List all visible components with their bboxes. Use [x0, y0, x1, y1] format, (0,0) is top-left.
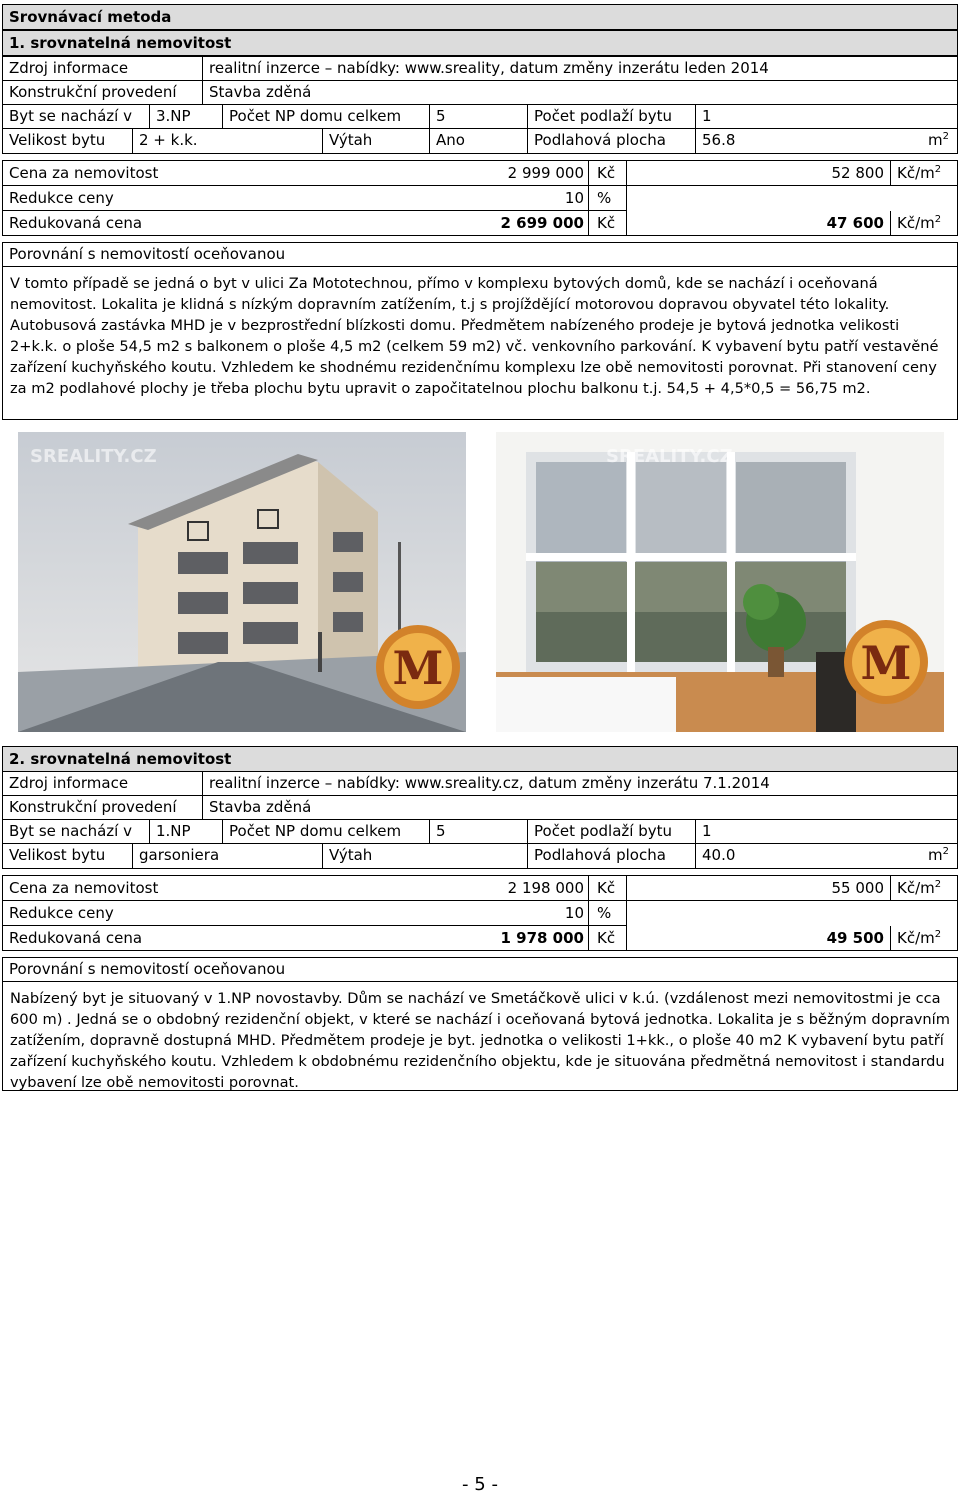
- reduced-value: 1 978 000: [500, 929, 584, 947]
- property-2-floor-row: [2, 819, 958, 844]
- comparison-label: Porovnání s nemovitostí oceňovanou: [9, 960, 286, 978]
- reduced-value: 2 699 000: [500, 214, 584, 232]
- floors-total-label: Počet NP domu celkem: [223, 105, 430, 128]
- property-1-size-row: [2, 128, 958, 154]
- size-label: Velikost bytu: [3, 844, 133, 868]
- area-cell: [696, 129, 957, 153]
- property-1-construction-row: [2, 80, 958, 105]
- construction-label: Konstrukční provedení: [3, 796, 203, 819]
- construction-value: Stavba zděná: [209, 83, 312, 101]
- price-unit: Kč: [589, 876, 627, 901]
- comparison-label: Porovnání s nemovitostí oceňovanou: [9, 245, 286, 263]
- area-unit: $m^2$: [928, 846, 949, 864]
- reduced-unit: Kč: [589, 211, 627, 235]
- building-exterior-photo: [18, 432, 466, 732]
- price-value: 2 999 000: [507, 164, 584, 182]
- floors-total-value: 5: [430, 820, 528, 843]
- reduction-value: 10: [564, 189, 584, 207]
- size-value: garsoniera: [133, 844, 323, 868]
- property-1-title: 1. srovnatelná nemovitost: [9, 34, 232, 52]
- page-number: - 5 -: [462, 1474, 498, 1495]
- price-label: Cena za nemovitost: [9, 879, 159, 897]
- area-value: 56.8: [702, 131, 736, 149]
- price-unit: Kč: [589, 161, 627, 186]
- price-per-m2-unit: $Kč/m^2$: [891, 876, 957, 901]
- price-per-m2: 52 800: [627, 161, 891, 186]
- area-cell: [696, 844, 957, 868]
- section-heading-text: Srovnávací metoda: [9, 8, 172, 26]
- lift-label: Výtah: [323, 129, 430, 153]
- unit-floors-label: Počet podlaží bytu: [528, 820, 696, 843]
- area-value: 40.0: [702, 846, 736, 864]
- property-1-floor-row: [2, 104, 958, 129]
- reduction-unit: %: [589, 186, 627, 211]
- construction-value: Stavba zděná: [209, 798, 312, 816]
- price-per-m2-unit: $Kč/m^2$: [891, 161, 957, 186]
- source-label: Zdroj informace: [3, 772, 203, 795]
- property-1-comparison-text: V tomto případě se jedná o byt v ulici Za Mototechnou, přímo v komplexu bytových domů, kde se nachází i oceňovaná nemovitost. Lokalita je klidná s nízkým dopravním zatížením, t.j s projíždějící motorovou dopravou obyvatel této lokality. Autobusová zastávka MHD je v bezprostřední blízkosti domu. Předmětem nabízeného prodeje je bytová jednotka velikosti 2+k.k. o ploše 54,5 m2 s balkonem o ploše 4,5 m2 (celkem 59 m2) vč. venkovního parkování. K vybavení bytu patří vestavěné zařízení kuchyňského koutu. Vzhledem ke shodnému rezidenčnímu komplexu lze obě nemovitosti porovnat. Při stanovení ceny za m2 podlahové plochy je třeba plochu bytu upravit o započitatelnou plochu balkonu t.j. 54,5 + 4,5*0,5 = 56,75 m2.: [2, 266, 958, 420]
- area-unit: $m^2$: [928, 131, 949, 149]
- floors-total-label: Počet NP domu celkem: [223, 820, 430, 843]
- reduced-unit: Kč: [589, 926, 627, 950]
- floor-value: 3.NP: [150, 105, 223, 128]
- floor-label: Byt se nachází v: [3, 820, 150, 843]
- unit-floors-value: 1: [702, 822, 712, 840]
- property-1-price-block: [2, 160, 958, 236]
- property-2-title-row: [2, 746, 958, 772]
- size-value: 2 + k.k.: [133, 129, 323, 153]
- logo-letter-2: M: [860, 636, 912, 690]
- property-2-construction-row: [2, 795, 958, 820]
- section-heading: [2, 4, 958, 30]
- lift-label: Výtah: [323, 844, 528, 868]
- source-label: Zdroj informace: [3, 57, 203, 80]
- property-2-title: 2. srovnatelná nemovitost: [9, 750, 232, 768]
- reduction-label: Redukce ceny: [9, 904, 114, 922]
- interior-window-photo: [496, 432, 944, 732]
- lift-value: Ano: [430, 129, 528, 153]
- source-value: realitní inzerce – nabídky: www.sreality, datum změny inzerátu leden 2014: [209, 59, 769, 77]
- property-2-comparison-text: Nabízený byt je situovaný v 1.NP novostavby. Dům se nachází ve Smetáčkově ulici v k.ú. (vzdálenost mezi nemovitostmi je cca 600 m) . Jedná se o obdobný rezidenční objekt, v které se nachází i oceňovaná bytová jednotka. Lokalita je s běžným dopravním zatížením, dopravně dostupná MHD. Předmětem prodeje je byt. jednotka o velikosti 1+kk., o ploše 40 m2 K vybavení bytu patří zařízení kuchyňského koutu. Vzhledem k obdobnému rezidenčního objektu, kde je situována předmětná nemovitost i standardu vybavení lze obě nemovitosti porovnat.: [2, 981, 958, 1091]
- reduction-label: Redukce ceny: [9, 189, 114, 207]
- floors-total-value: 5: [430, 105, 528, 128]
- reduction-unit: %: [589, 901, 627, 926]
- property-2-source-row: [2, 771, 958, 796]
- reduced-per-m2: 47 600: [627, 211, 891, 235]
- reduced-label: Redukovaná cena: [9, 214, 143, 232]
- reduced-per-m2-unit: $Kč/m^2$: [897, 214, 942, 232]
- reduced-per-m2: 49 500: [627, 926, 891, 950]
- watermark-text-2: SREALITY.CZ: [606, 446, 733, 467]
- reduced-label: Redukovaná cena: [9, 929, 143, 947]
- reduced-per-m2-unit: $Kč/m^2$: [897, 929, 942, 947]
- price-per-m2: 55 000: [627, 876, 891, 901]
- property-2-price-block: [2, 875, 958, 951]
- source-value: realitní inzerce – nabídky: www.sreality.cz, datum změny inzerátu 7.1.2014: [209, 774, 770, 792]
- property-1-source-row: [2, 56, 958, 81]
- price-label: Cena za nemovitost: [9, 164, 159, 182]
- property-1-title-row: [2, 30, 958, 56]
- floor-label: Byt se nachází v: [3, 105, 150, 128]
- unit-floors-value: 1: [702, 107, 712, 125]
- unit-floors-label: Počet podlaží bytu: [528, 105, 696, 128]
- property-1-comparison-label-row: [2, 242, 958, 267]
- size-label: Velikost bytu: [3, 129, 133, 153]
- area-label: Podlahová plocha: [528, 129, 696, 153]
- property-2-comparison-label-row: [2, 957, 958, 982]
- price-value: 2 198 000: [507, 879, 584, 897]
- construction-label: Konstrukční provedení: [3, 81, 203, 104]
- watermark-text: SREALITY.CZ: [30, 446, 157, 467]
- floor-value: 1.NP: [150, 820, 223, 843]
- logo-letter: M: [392, 641, 444, 695]
- area-label: Podlahová plocha: [528, 844, 696, 868]
- property-2-size-row: [2, 843, 958, 869]
- reduction-value: 10: [564, 904, 584, 922]
